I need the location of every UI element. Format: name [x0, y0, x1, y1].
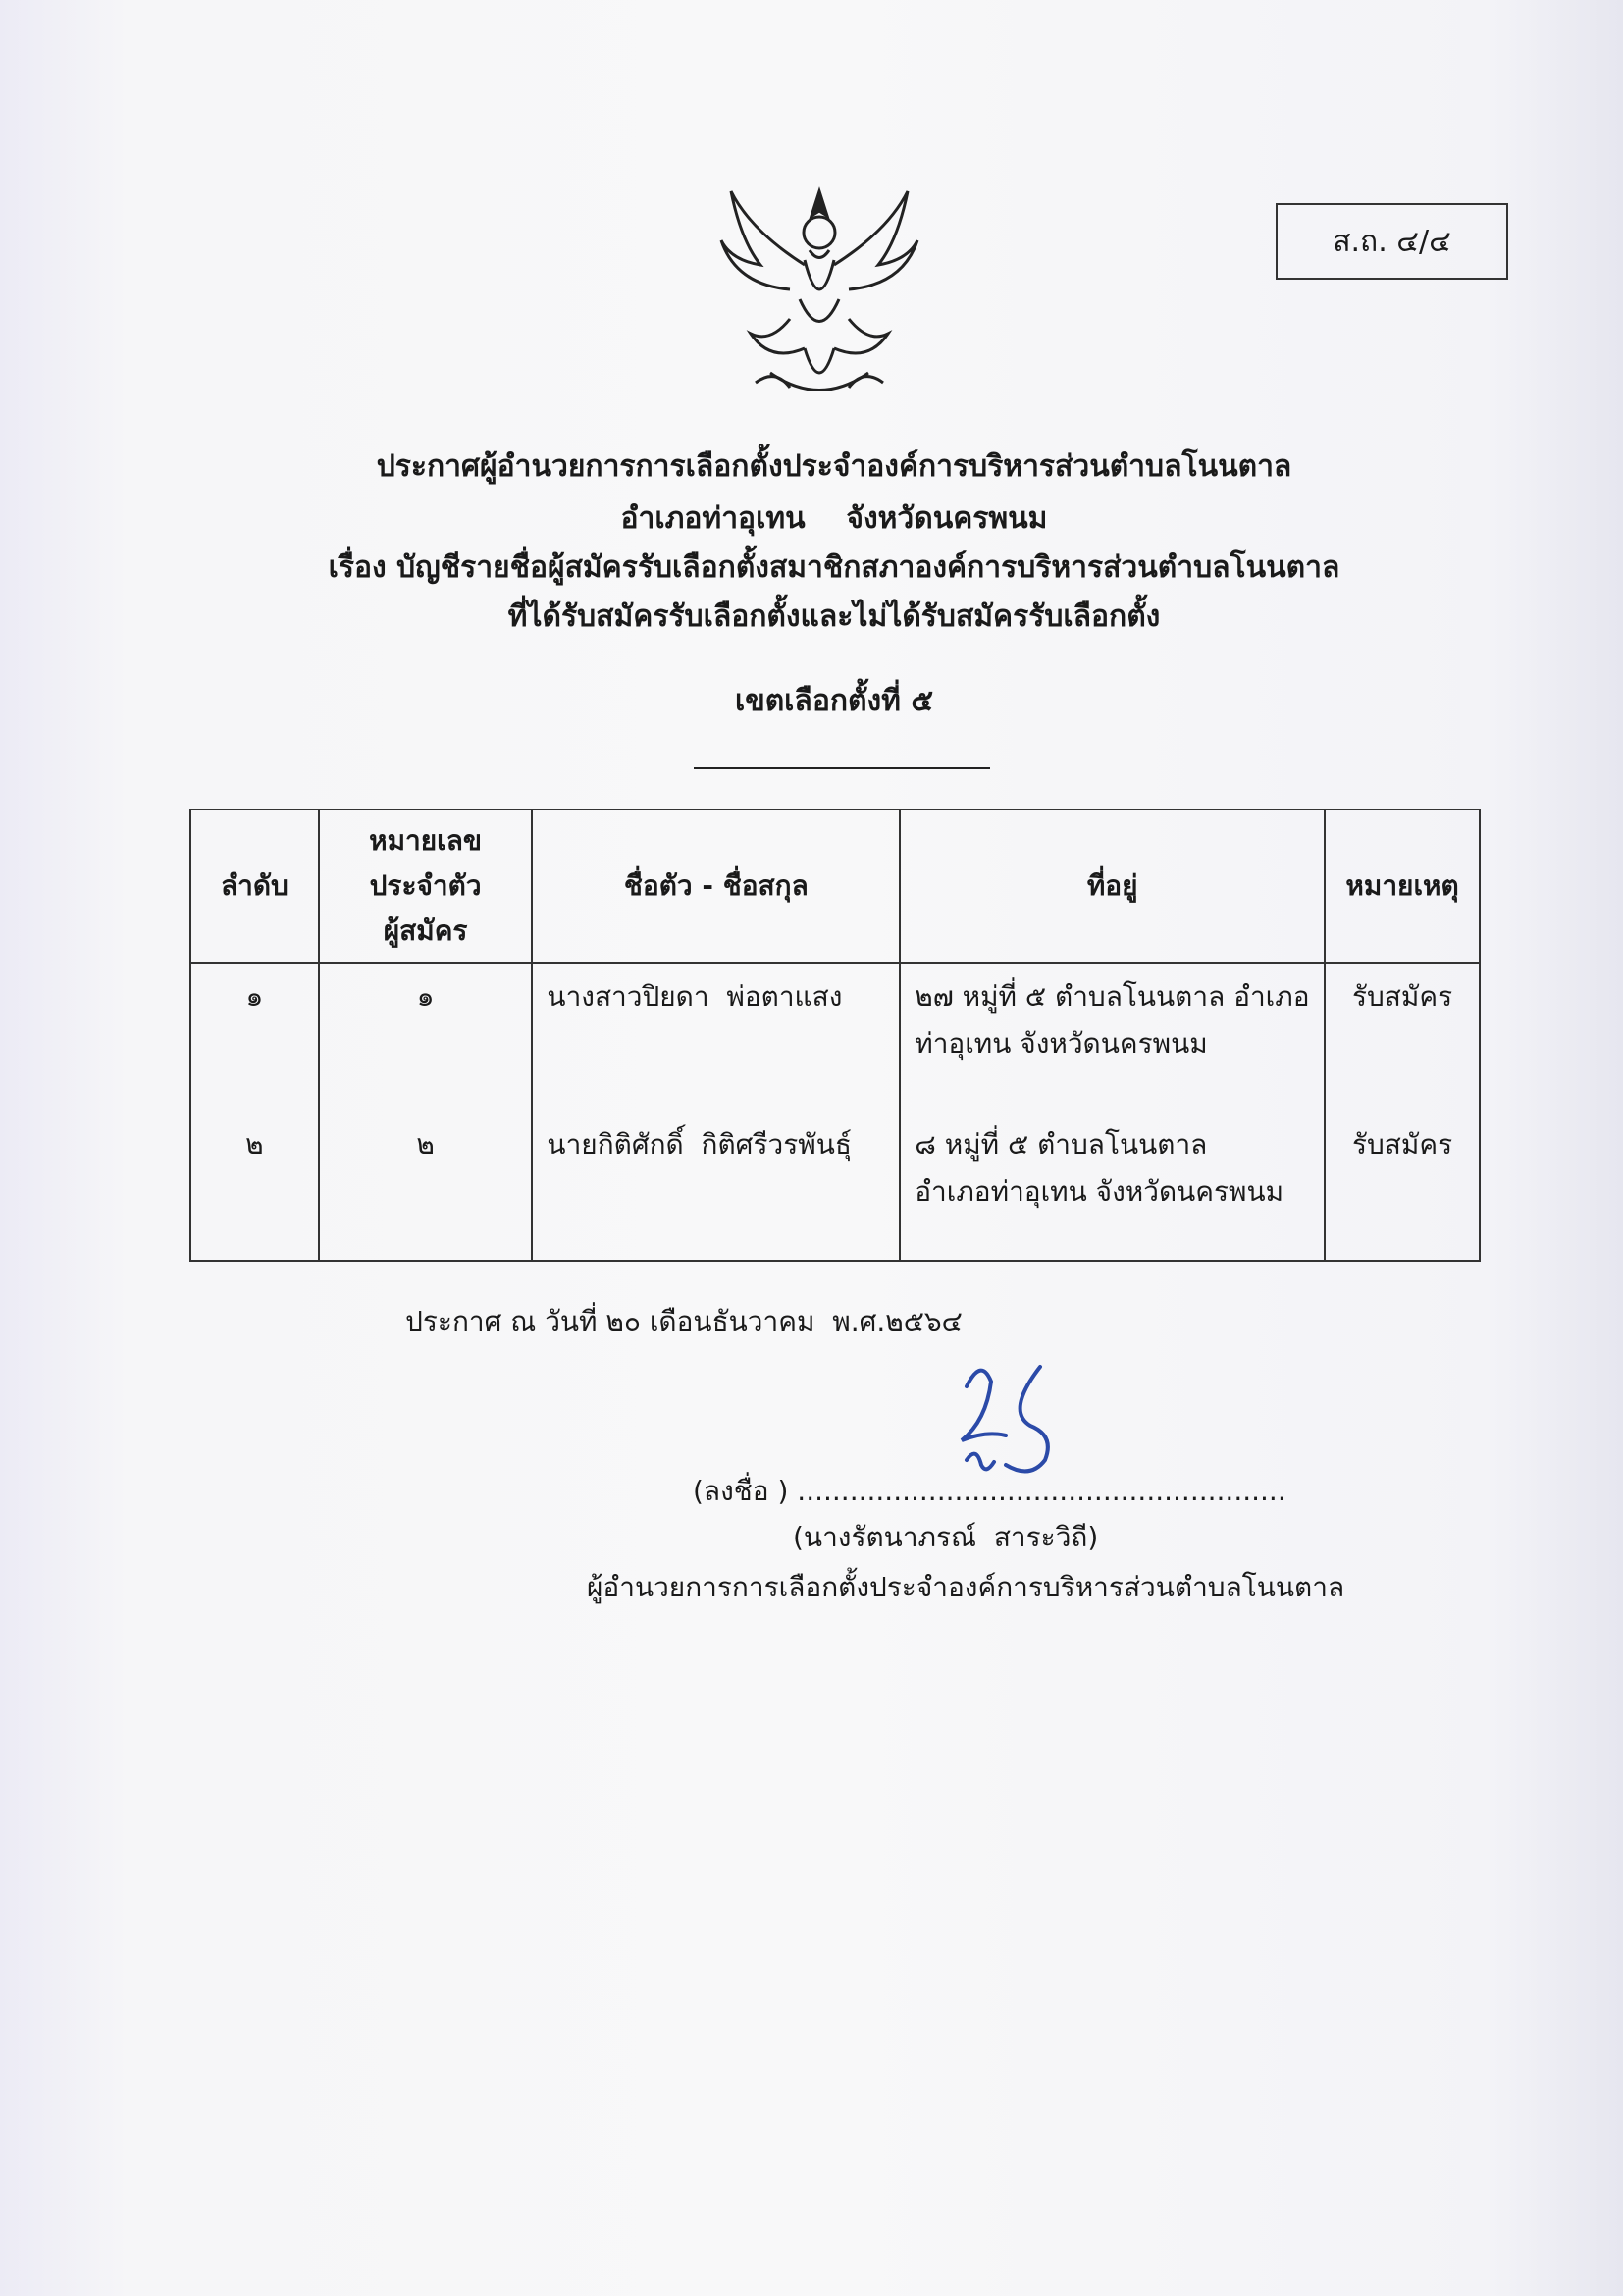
cell-name: นายกิติศักดิ์ กิติศรีวรพันธุ์	[532, 1112, 900, 1261]
cell-order: ๒	[190, 1112, 319, 1261]
col-header-order: ลำดับ	[190, 809, 319, 963]
address-line-1: ๘ หมู่ที่ ๕ ตำบลโนนตาล	[915, 1128, 1208, 1161]
garuda-emblem-icon	[711, 172, 927, 407]
cell-address	[900, 1112, 1325, 1261]
col-header-id-line-2: ประจำตัว	[369, 869, 482, 902]
header-line-2: อำเภอท่าอุเทน จังหวัดนครพนม	[620, 501, 1048, 536]
cell-id: ๑	[319, 963, 533, 1112]
cell-address	[900, 963, 1325, 1112]
header-line-1: ประกาศผู้อำนวยการการเลือกตั้งประจำองค์การบริหารส่วนตำบลโนนตาล	[376, 449, 1292, 484]
sign-line: (ลงชื่อ ) ........................................................	[693, 1475, 1286, 1507]
address-line-2: ท่าอุเทน จังหวัดนครพนม	[915, 1027, 1208, 1060]
cell-id: ๒	[319, 1112, 533, 1261]
cell-remark: รับสมัคร	[1325, 1112, 1480, 1261]
header-line-3: เรื่อง บัญชีรายชื่อผู้สมัครรับเลือกตั้งสมาชิกสภาองค์การบริหารส่วนตำบลโนนตาล	[328, 550, 1340, 585]
cell-order: ๑	[190, 963, 319, 1112]
divider	[694, 767, 990, 769]
table-header-row	[190, 809, 1480, 963]
col-header-id-line-1: หมายเลข	[369, 824, 483, 857]
district-title: เขตเลือกตั้งที่ ๕	[734, 684, 934, 718]
col-header-address: ที่อยู่	[900, 809, 1325, 963]
signer-title: ผู้อำนวยการการเลือกตั้งประจำองค์การบริหารส่วนตำบลโนนตาล	[587, 1571, 1345, 1603]
col-header-remark: หมายเหตุ	[1325, 809, 1480, 963]
col-header-name: ชื่อตัว - ชื่อสกุล	[532, 809, 900, 963]
col-header-id	[319, 809, 533, 963]
signature-mark	[947, 1352, 1084, 1489]
signer-name: (นางรัตนาภรณ์ สาระวิถี)	[793, 1521, 1099, 1553]
cell-remark: รับสมัคร	[1325, 963, 1480, 1112]
announce-date: ประกาศ ณ วันที่ ๒๐ เดือนธันวาคม พ.ศ.๒๕๖๔	[405, 1305, 963, 1337]
candidates-table	[189, 809, 1481, 1262]
table-row	[190, 1112, 1480, 1261]
address-line-1: ๒๗ หมู่ที่ ๕ ตำบลโนนตาล อำเภอ	[915, 980, 1310, 1013]
header-line-4: ที่ได้รับสมัครรับเลือกตั้งและไม่ได้รับสมัครรับเลือกตั้ง	[507, 600, 1161, 634]
address-line-2: อำเภอท่าอุเทน จังหวัดนครพนม	[915, 1175, 1284, 1208]
form-code-box	[1276, 203, 1508, 280]
cell-name: นางสาวปิยดา พ่อตาแสง	[532, 963, 900, 1112]
form-code: ส.ถ. ๔/๔	[1333, 224, 1451, 259]
col-header-id-line-3: ผู้สมัคร	[383, 914, 468, 947]
table-row	[190, 963, 1480, 1112]
